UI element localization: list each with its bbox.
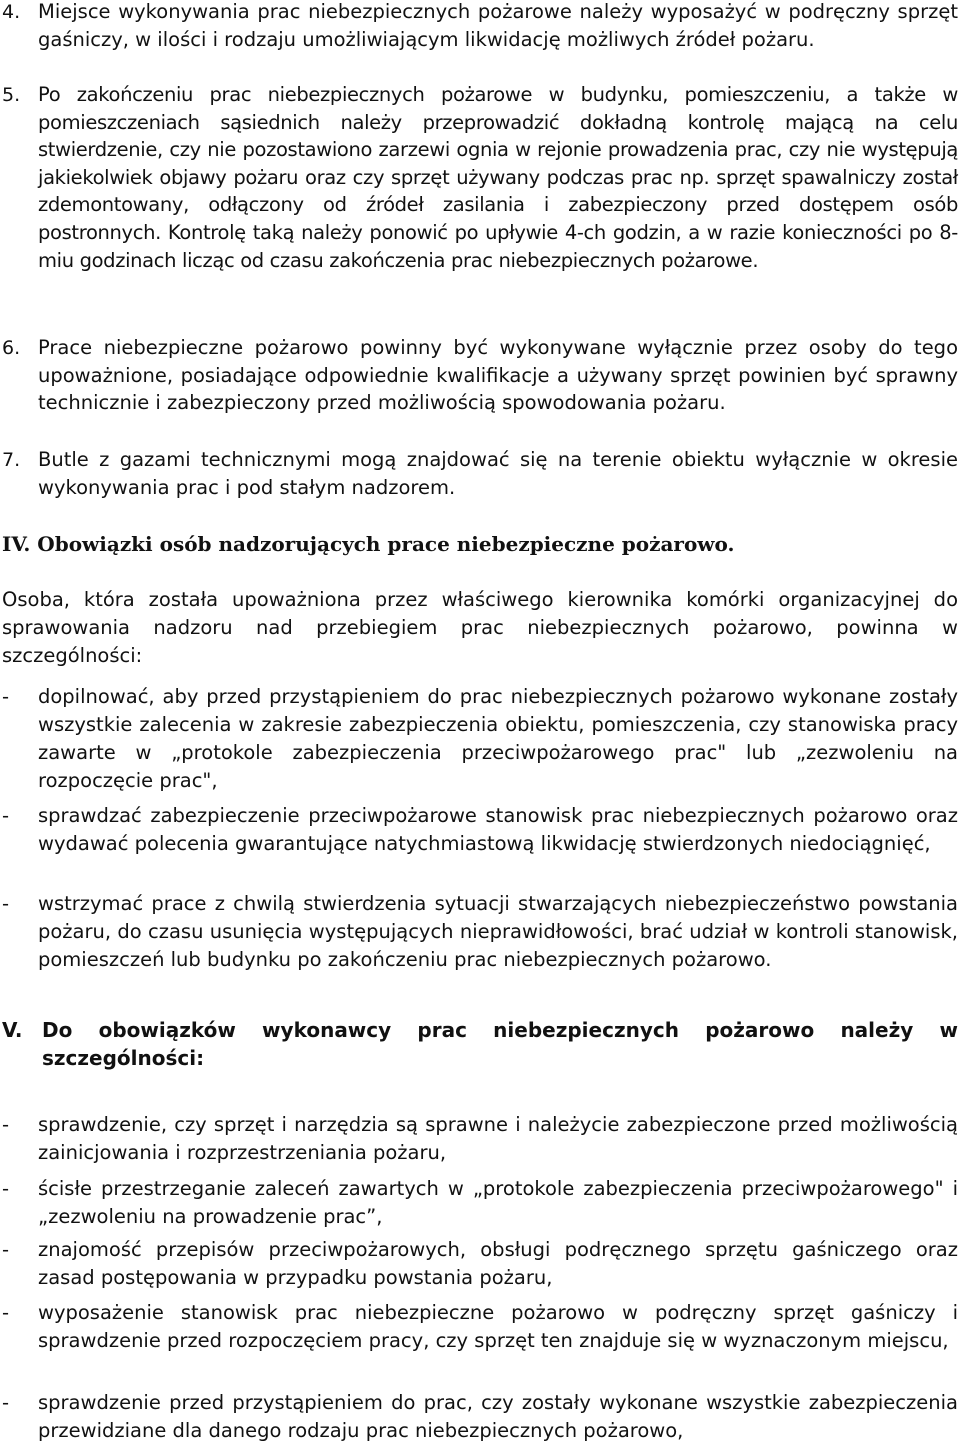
dash-marker: - <box>2 1177 10 1200</box>
dash-marker: - <box>2 685 10 708</box>
bullet-text: ścisłe przestrzeganie zaleceń zawartych w „protokole zabezpieczenia przeciwpożarowego" i „zezwoleniu na prowadzenie prac”, <box>38 1177 958 1228</box>
section-iv-intro: Osoba, która została upoważniona przez właściwego kierownika komórki organizacyjnej do sprawowania nadzoru nad przebiegiem prac niebezpiecznych pożarowo, powinna w szczególności: <box>2 588 958 667</box>
section-title: Do obowiązków wykonawcy prac niebezpiecznych pożarowo należy w szczególności: <box>42 1018 958 1070</box>
section-iv-bullet <box>2 802 958 858</box>
bullet-text: wstrzymać prace z chwilą stwierdzenia sytuacji stwarzających niebezpieczeństwo powstania pożaru, do czasu usunięcia występujących nieprawidłowości, brać udział w kontroli stanowisk, pomieszczeń lub budynku po zakończeniu prac niebezpiecznych pożarowo. <box>38 892 958 971</box>
item-number: 4. <box>2 1 21 23</box>
dash-marker: - <box>2 1301 10 1324</box>
item-text: Miejsce wykonywania prac niebezpiecznych pożarowe należy wyposażyć w podręczny sprzęt gaśniczy, w ilości i rodzaju umożliwiającym likwidację możliwych źródeł pożaru. <box>38 0 958 51</box>
section-v-bullet <box>2 1111 958 1167</box>
dash-marker: - <box>2 804 10 827</box>
item-text: Butle z gazami technicznymi mogą znajdować się na terenie obiektu wyłącznie w okresie wykonywania prac i pod stałym nadzorem. <box>38 448 958 499</box>
list-item-7 <box>2 446 958 501</box>
section-v-bullet <box>2 1236 958 1292</box>
list-item-6 <box>2 334 958 417</box>
bullet-text: sprawdzenie przed przystąpieniem do prac, czy zostały wykonane wszystkie zabezpieczenia przewidziane dla danego rodzaju prac niebezpiecznych pożarowo, <box>38 1391 958 1442</box>
list-item-4 <box>2 0 958 53</box>
item-text: Po zakończeniu prac niebezpiecznych pożarowe w budynku, pomieszczeniu, a także w pomieszczeniach sąsiednich należy przeprowadzić dokładną kontrolę mającą na celu stwierdzenie, czy nie pozostawiono zarzewi ognia w rejonie prowadzenia prac, czy nie występują jakiekolwiek objawy pożaru oraz czy sprzęt używany podczas prac np. sprzęt spawalniczy został zdemontowany, odłączony od źródeł zasilania i zabezpieczony przed dostępem osób postronnych. Kontrolę taką należy ponowić po upływie 4-ch godzin, a w razie konieczności po 8-miu godzinach licząc od czasu zakończenia prac niebezpiecznych pożarowe. <box>38 83 958 272</box>
section-iv-bullet <box>2 890 958 974</box>
bullet-text: sprawdzenie, czy sprzęt i narzędzia są sprawne i należycie zabezpieczone przed możliwością zainicjowania i rozprzestrzeniania pożaru, <box>38 1113 958 1164</box>
section-v-heading <box>2 1016 958 1072</box>
section-v-bullet <box>2 1299 958 1355</box>
item-number: 7. <box>2 449 21 471</box>
dash-marker: - <box>2 1238 10 1261</box>
list-item-5 <box>2 81 958 274</box>
bullet-text: wyposażenie stanowisk prac niebezpieczne pożarowo w podręczny sprzęt gaśniczy i sprawdzenie przed rozpoczęciem pracy, czy sprzęt ten znajduje się w wyznaczonym miejscu, <box>38 1301 958 1352</box>
section-v-bullet <box>2 1175 958 1231</box>
dash-marker: - <box>2 1391 10 1414</box>
section-iv-bullet <box>2 683 958 795</box>
bullet-text: znajomość przepisów przeciwpożarowych, obsługi podręcznego sprzętu gaśniczego oraz zasad postępowania w przypadku powstania pożaru, <box>38 1238 958 1289</box>
bullet-text: sprawdzać zabezpieczenie przeciwpożarowe stanowisk prac niebezpiecznych pożarowo oraz wydawać polecenia gwarantujące natychmiastową likwidację stwierdzonych niedociągnięć, <box>38 804 958 855</box>
dash-marker: - <box>2 1113 10 1136</box>
section-v-bullet <box>2 1389 958 1445</box>
bullet-text: dopilnować, aby przed przystąpieniem do prac niebezpiecznych pożarowo wykonane zostały wszystkie zalecenia w zakresie zabezpieczenia obiektu, pomieszczenia, czy stanowiska pracy zawarte w „protokole zabezpieczenia przeciwpożarowego prac" lub „zezwoleniu na rozpoczęcie prac", <box>38 685 958 792</box>
item-text: Prace niebezpieczne pożarowo powinny być wykonywane wyłącznie przez osoby do tego upoważnione, posiadające odpowiednie kwalifikacje a używany sprzęt powinien być sprawny technicznie i zabezpieczony przed możliwością spowodowania pożaru. <box>38 336 958 415</box>
section-iv-heading: IV. Obowiązki osób nadzorujących prace niebezpieczne pożarowo. <box>2 532 735 556</box>
dash-marker: - <box>2 892 10 915</box>
item-number: 5. <box>2 84 21 106</box>
item-number: 6. <box>2 337 21 359</box>
section-number: V. <box>2 1018 23 1042</box>
